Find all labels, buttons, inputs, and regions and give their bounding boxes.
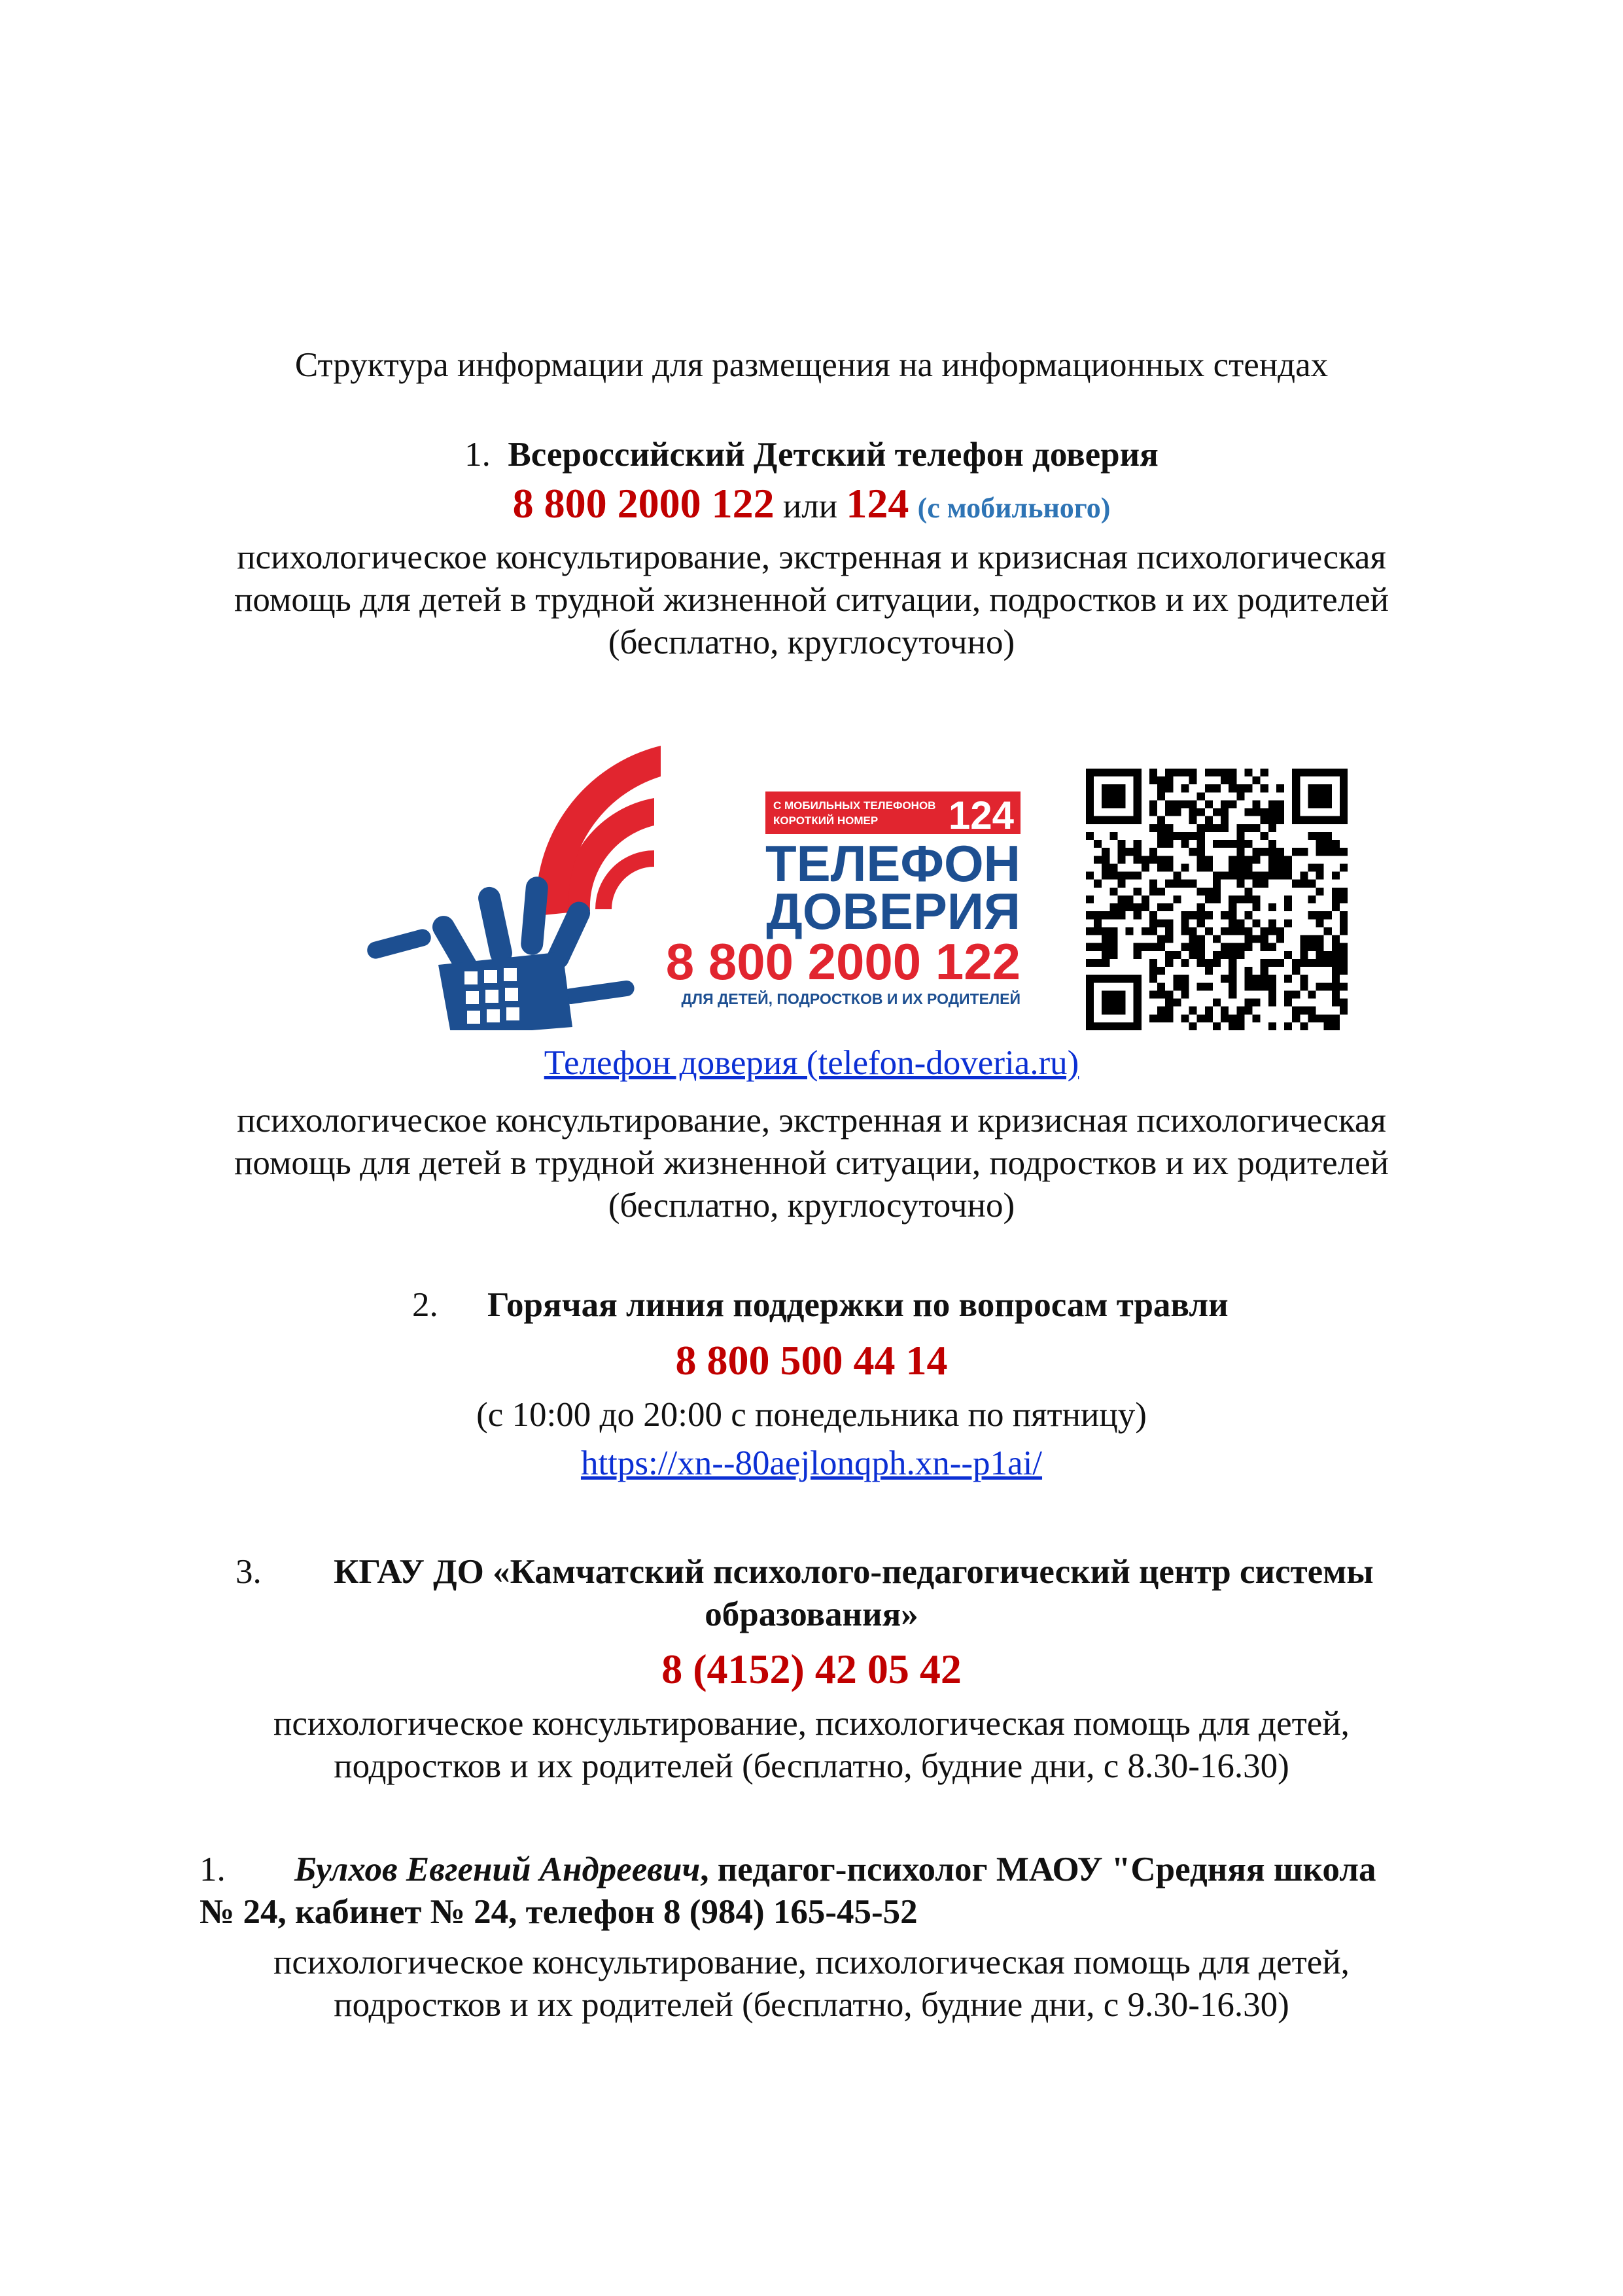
logo-short-number: 124 xyxy=(948,793,1014,837)
section1-desc2-line2: помощь для детей в трудной жизненной ситуации, подростков и их родителей xyxy=(234,1144,1389,1182)
section1-desc-line3: (бесплатно, круглосуточно) xyxy=(608,623,1015,661)
psychologist-name: Булхов Евгений Андреевич xyxy=(294,1851,701,1888)
section1-title-text: Всероссийский Детский телефон доверия xyxy=(508,436,1159,474)
section3-phone: 8 (4152) 42 05 42 xyxy=(661,1646,962,1692)
helpline-site-link-row xyxy=(0,1043,1623,1083)
or-word: или xyxy=(782,487,838,525)
section3-title-line2: образования» xyxy=(705,1595,918,1633)
section2-url-row xyxy=(0,1444,1623,1483)
hotline-phone-short: 124 xyxy=(846,480,909,527)
section1-desc2-line3: (бесплатно, круглосуточно) xyxy=(608,1187,1015,1225)
logo-tagline: ДЛЯ ДЕТЕЙ, ПОДРОСТКОВ И ИХ РОДИТЕЛЕЙ xyxy=(681,990,1021,1007)
logo-small-text-1: С МОБИЛЬНЫХ ТЕЛЕФОНОВ xyxy=(773,799,936,812)
section4-line1 xyxy=(294,1850,1376,1889)
section3-desc-line2: подростков и их родителей (бесплатно, будние дни, с 8.30-16.30) xyxy=(334,1747,1289,1785)
section2-title: Горячая линия поддержки по вопросам травли xyxy=(487,1286,1229,1324)
section2-url-link[interactable]: https://xn--80aejlonqph.xn--p1ai/ xyxy=(580,1444,1043,1482)
section4-desc-line2: подростков и их родителей (бесплатно, будние дни, с 9.30-16.30) xyxy=(334,1986,1289,2024)
mobile-note: (с мобильного) xyxy=(917,492,1111,524)
keypad-icon xyxy=(464,968,519,1024)
logo-word-telefon: ТЕЛЕФОН xyxy=(765,835,1021,892)
section3-title-line1: КГАУ ДО «Камчатский психолого-педагогический центр системы xyxy=(334,1553,1374,1591)
section2-number: 2. xyxy=(412,1286,438,1324)
section1-title xyxy=(0,435,1623,474)
section4-number: 1. xyxy=(200,1851,226,1888)
logo-small-text-2: КОРОТКИЙ НОМЕР xyxy=(773,814,879,827)
qr-code-icon xyxy=(1086,769,1348,1030)
page-heading: Структура информации для размещения на информационных стендах xyxy=(294,346,1329,384)
hotline-phone-main: 8 800 2000 122 xyxy=(512,480,775,527)
section3-desc-line1: психологическое консультирование, психологическая помощь для детей, xyxy=(273,1705,1350,1743)
section3-number: 3. xyxy=(236,1553,262,1591)
section2-phone: 8 800 500 44 14 xyxy=(675,1337,948,1383)
section4-line2: № 24, кабинет № 24, телефон 8 (984) 165-45-52 xyxy=(200,1893,918,1931)
section1-desc2-line1: психологическое консультирование, экстренная и кризисная психологическая xyxy=(237,1102,1386,1139)
section1-number: 1. xyxy=(464,436,491,474)
section1-phones xyxy=(0,479,1623,528)
psychologist-role: , педагог-психолог МАОУ "Средняя школа xyxy=(700,1851,1376,1888)
section1-desc-line2: помощь для детей в трудной жизненной ситуации, подростков и их родителей xyxy=(234,581,1389,619)
logo-number: 8 800 2000 122 xyxy=(665,933,1021,990)
helpline-site-link[interactable]: Телефон доверия (telefon-doveria.ru) xyxy=(544,1044,1079,1082)
hand-icon xyxy=(365,876,635,1030)
section4-desc-line1: психологическое консультирование, психологическая помощь для детей, xyxy=(273,1943,1350,1981)
helpline-logo xyxy=(347,736,1034,1030)
logo-word-doveria: ДОВЕРИЯ xyxy=(766,882,1021,940)
section1-desc-line1: психологическое консультирование, экстренная и кризисная психологическая xyxy=(237,538,1386,576)
section2-hours: (с 10:00 до 20:00 с понедельника по пятницу) xyxy=(476,1396,1147,1434)
